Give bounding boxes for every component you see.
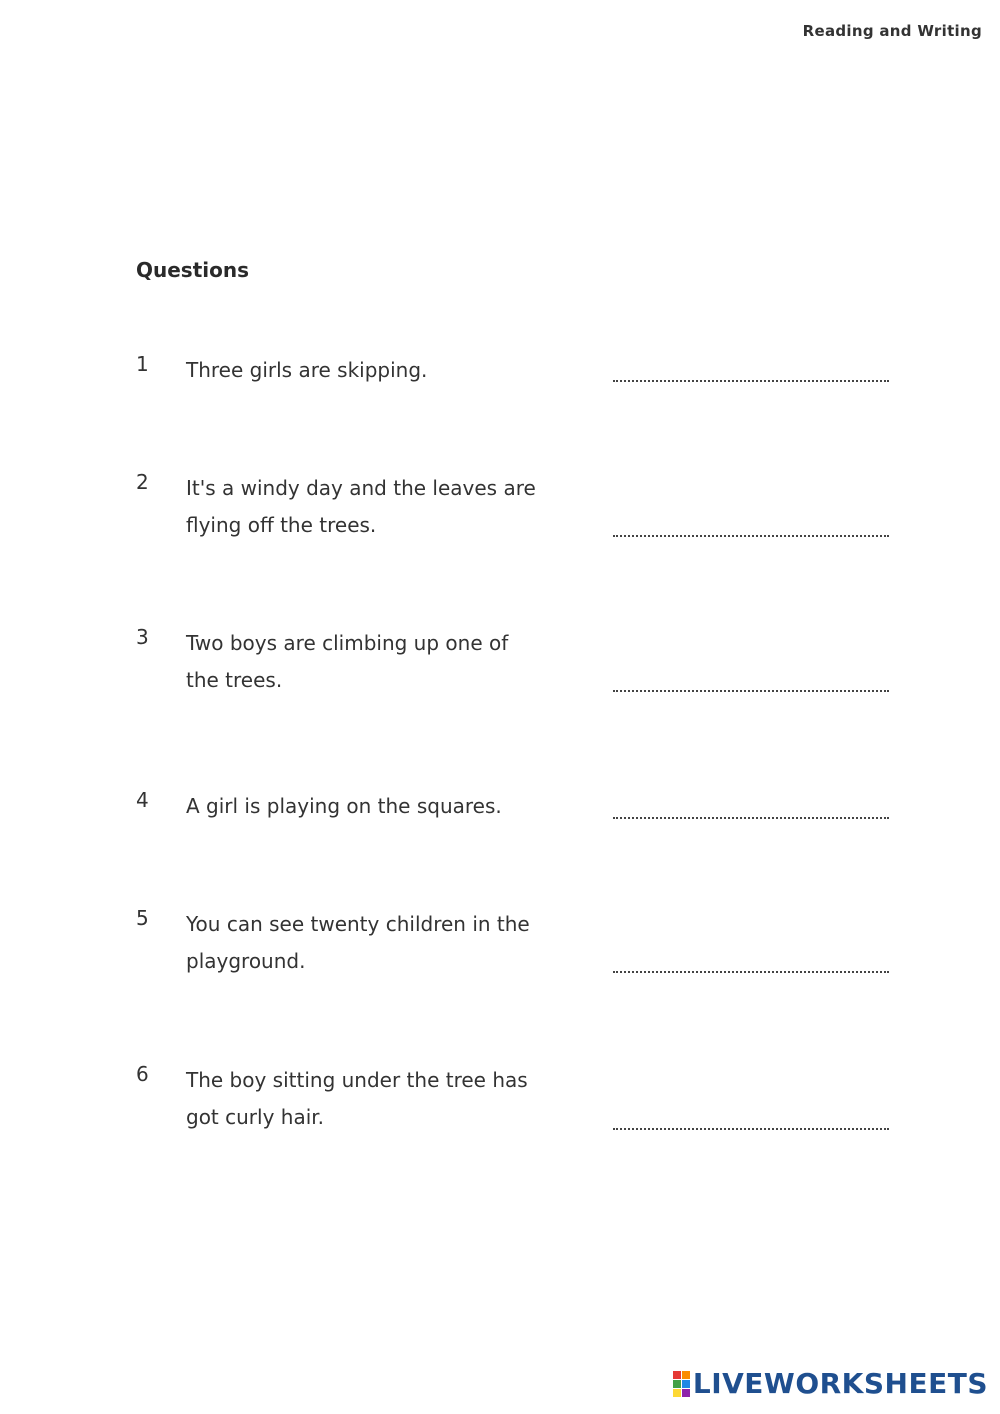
logo-block — [682, 1389, 690, 1397]
answer-line[interactable] — [613, 535, 889, 537]
question-item — [136, 1062, 896, 1152]
logo-block — [682, 1380, 690, 1388]
question-text — [186, 906, 556, 980]
answer-line[interactable] — [613, 1128, 889, 1130]
logo-block — [673, 1380, 681, 1388]
answer-line[interactable] — [613, 690, 889, 692]
question-item — [136, 788, 896, 878]
question-item — [136, 352, 896, 442]
question-item — [136, 906, 896, 996]
question-text-line: Three girls are skipping. — [186, 358, 428, 382]
logo-block — [682, 1371, 690, 1379]
question-item — [136, 625, 896, 715]
question-text-line: A girl is playing on the squares. — [186, 794, 502, 818]
question-text-line: playground. — [186, 949, 306, 973]
question-item — [136, 470, 896, 560]
question-number: 3 — [136, 625, 149, 649]
answer-line[interactable] — [613, 817, 889, 819]
answer-line[interactable] — [613, 971, 889, 973]
page-header: Reading and Writing — [802, 22, 982, 40]
question-text-line: flying off the trees. — [186, 513, 377, 537]
logo-block — [673, 1371, 681, 1379]
question-text — [186, 788, 556, 825]
question-text — [186, 625, 556, 699]
question-text-line: the trees. — [186, 668, 283, 692]
question-text-line: got curly hair. — [186, 1105, 325, 1129]
question-number: 2 — [136, 470, 149, 494]
question-text-line: You can see twenty children in the — [186, 912, 530, 936]
question-number: 6 — [136, 1062, 149, 1086]
logo-text: LIVEWORKSHEETS — [692, 1367, 988, 1400]
question-text-line: Two boys are climbing up one of — [186, 631, 509, 655]
logo-blocks-icon — [673, 1371, 690, 1397]
question-number: 1 — [136, 352, 149, 376]
liveworksheets-logo — [673, 1367, 988, 1400]
section-title: Questions — [136, 258, 250, 282]
answer-line[interactable] — [613, 380, 889, 382]
logo-block — [673, 1389, 681, 1397]
question-text-line: It's a windy day and the leaves are — [186, 476, 536, 500]
question-text-line: The boy sitting under the tree has — [186, 1068, 528, 1092]
question-number: 4 — [136, 788, 149, 812]
question-number: 5 — [136, 906, 149, 930]
question-text — [186, 1062, 556, 1136]
question-text — [186, 352, 556, 389]
question-text — [186, 470, 556, 544]
